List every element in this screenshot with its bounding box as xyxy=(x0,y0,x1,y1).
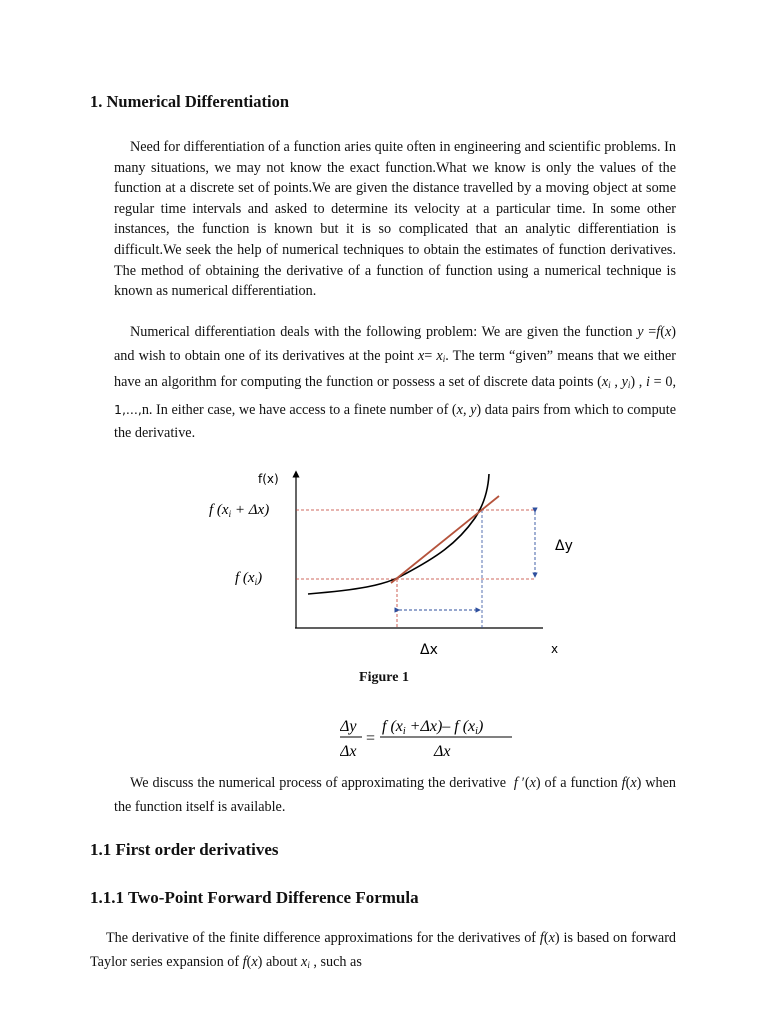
heading-forward-difference: 1.1.1 Two-Point Forward Difference Formula xyxy=(90,888,419,907)
delta-x-label: Δx xyxy=(420,642,438,658)
p2-text-4: n. In either case, we have access to a finete number of xyxy=(141,401,449,418)
eq-num-right: f (xi +Δx)– f (xi) xyxy=(382,718,484,737)
paragraph-intro xyxy=(114,137,676,302)
equation-svg xyxy=(340,712,540,762)
p4-text-3: about xyxy=(265,954,298,970)
label-f-xi: f $(x_i)$ xyxy=(235,570,263,587)
p3-text-1: We discuss the numerical process of approximating the derivative xyxy=(130,775,507,791)
figure-caption: Figure 1 xyxy=(359,670,409,685)
eq-den-left: Δx xyxy=(340,743,357,760)
secant-line xyxy=(391,496,499,583)
difference-quotient-equation xyxy=(340,712,540,762)
x-axis-label: x xyxy=(551,642,559,656)
eq-num-left: Δy xyxy=(340,718,357,735)
delta-y-label: Δy xyxy=(555,538,573,554)
p2-text-1: Numerical differentiation deals with the following problem: We are given the function xyxy=(130,324,633,340)
label-f-xi-dx: f $(x_i + \Delta x)$ xyxy=(209,502,270,519)
paragraph-taylor: The derivative of the finite difference approximations for the derivatives of f(x) is based on forward Taylor series expansion of f(x) about $x_i$ , such as xyxy=(90,930,677,970)
paragraph-approximation: We discuss the numerical process of approximating the derivative f ′(x) of a function f(x) when the function itself is available. xyxy=(114,775,677,815)
paragraph-intro-text: Need for differentiation of a function aries quite often in engineering and scientific problems. In many situations, we may not know the exact function.What we know is only the values of the function at a discrete set of points.We are given the distance travelled by a moving object at some regular time intervals and asked to determine its velocity at a particular time. In some other instances, the function is known but it is so complicated that an analytic differentiation is difficult.We seek the help of numerical techniques to obtain the estimates of function derivatives. The method of obtaining the derivative of a function of function using a numerical technique is known as numerical differentiation. xyxy=(114,139,676,300)
heading-first-order: 1.1 First order derivatives xyxy=(90,840,279,859)
figure-1 xyxy=(195,462,585,667)
svg-text:=: = xyxy=(366,730,376,747)
p2-text-2: and wish to obtain one of its derivatives at the point xyxy=(114,347,414,364)
y-axis-label: f(x) xyxy=(258,472,279,486)
p2-text-3: The term “given” means that we either have an algorithm for computing the function or possess a set of discrete data points xyxy=(114,347,676,390)
p4-text-4: , such as xyxy=(313,954,362,970)
p3-text-2: of a function xyxy=(544,775,618,791)
p3-text-3: when the function itself is available. xyxy=(114,775,677,815)
p4-text-1: The derivative of the finite difference approximations for the derivatives of xyxy=(106,930,537,946)
paragraph-problem: Numerical differentiation deals with the following problem: We are given the function y =f(x) and wish to obtain one of its derivatives at the point $x= x_i$. The term “given” means that we either have an algorithm for computing the function or possess a set of discrete data points ($x_i$ , $y_i$) , i = 0, 1,...,n. In either case, we have access to a finete number of (x, y) data pairs from which to compute the derivative. xyxy=(114,324,676,441)
p4-text-2: is based on forward Taylor series expansion of xyxy=(90,930,677,970)
eq-den-right: Δx xyxy=(434,743,451,760)
p2-text-5: data pairs from which to compute the derivative. xyxy=(114,401,676,441)
derivative-diagram xyxy=(195,462,585,662)
section-heading: 1. Numerical Differentiation xyxy=(90,92,290,111)
